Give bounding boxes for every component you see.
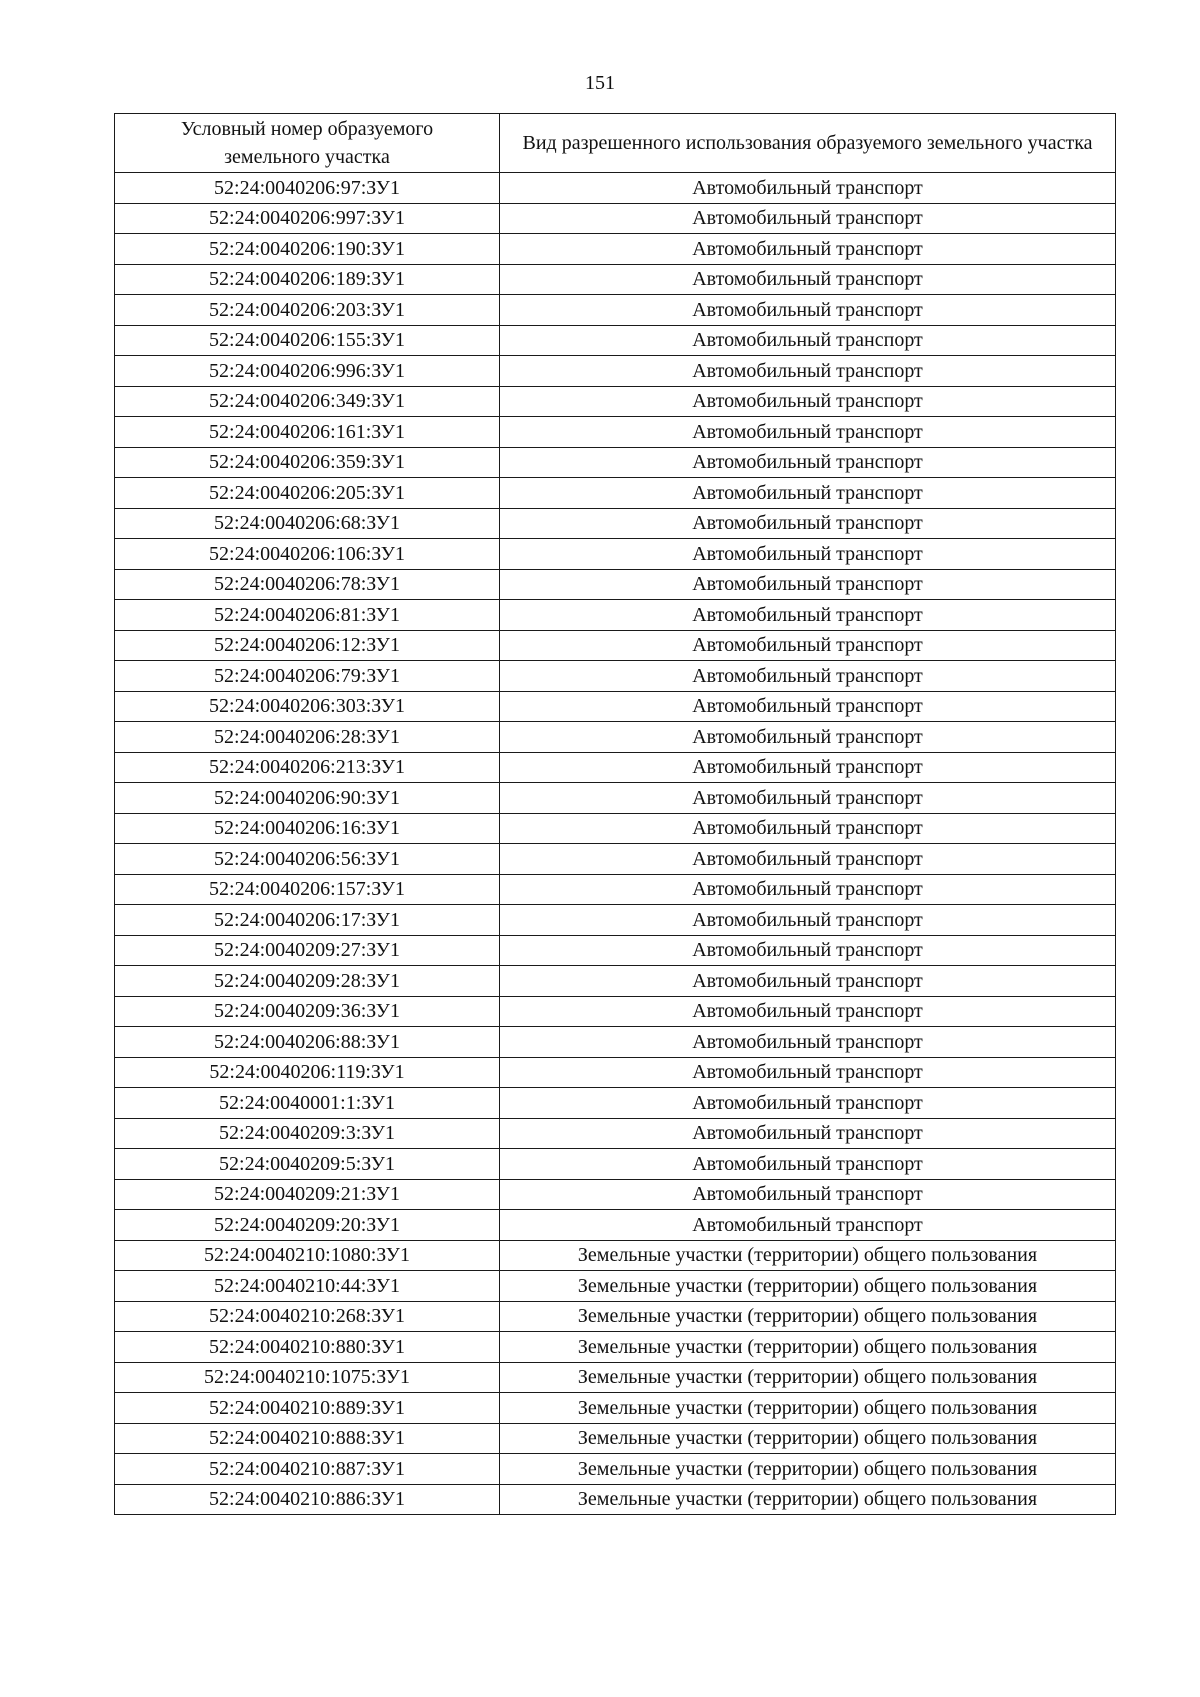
table-row	[115, 1088, 1116, 1119]
cell-plot-number: 52:24:0040209:3:ЗУ1	[115, 1118, 500, 1149]
cell-plot-number: 52:24:0040210:888:ЗУ1	[115, 1423, 500, 1454]
cell-permitted-use: Автомобильный транспорт	[500, 935, 1116, 966]
cell-permitted-use: Автомобильный транспорт	[500, 1027, 1116, 1058]
table-body	[115, 173, 1116, 1515]
cell-plot-number: 52:24:0040206:90:ЗУ1	[115, 783, 500, 814]
cell-permitted-use: Автомобильный транспорт	[500, 752, 1116, 783]
table-row	[115, 600, 1116, 631]
cell-plot-number: 52:24:0040206:155:ЗУ1	[115, 325, 500, 356]
table-row	[115, 1240, 1116, 1271]
table-row	[115, 356, 1116, 387]
cell-permitted-use: Автомобильный транспорт	[500, 905, 1116, 936]
cell-permitted-use: Автомобильный транспорт	[500, 203, 1116, 234]
cell-plot-number: 52:24:0040210:889:ЗУ1	[115, 1393, 500, 1424]
cell-permitted-use: Земельные участки (территории) общего пользования	[500, 1423, 1116, 1454]
header-permitted-use: Вид разрешенного использования образуемого земельного участка	[500, 114, 1116, 173]
table-row	[115, 325, 1116, 356]
cell-permitted-use: Автомобильный транспорт	[500, 1149, 1116, 1180]
table-row	[115, 752, 1116, 783]
table-row	[115, 996, 1116, 1027]
cell-permitted-use: Автомобильный транспорт	[500, 783, 1116, 814]
table-row	[115, 966, 1116, 997]
cell-permitted-use: Земельные участки (территории) общего пользования	[500, 1240, 1116, 1271]
cell-permitted-use: Автомобильный транспорт	[500, 295, 1116, 326]
table-row	[115, 1423, 1116, 1454]
cell-plot-number: 52:24:0040209:28:ЗУ1	[115, 966, 500, 997]
cell-plot-number: 52:24:0040209:5:ЗУ1	[115, 1149, 500, 1180]
cell-plot-number: 52:24:0040206:157:ЗУ1	[115, 874, 500, 905]
table-row	[115, 386, 1116, 417]
cell-permitted-use: Автомобильный транспорт	[500, 1210, 1116, 1241]
cell-permitted-use: Автомобильный транспорт	[500, 630, 1116, 661]
cell-permitted-use: Автомобильный транспорт	[500, 1088, 1116, 1119]
table-row	[115, 1362, 1116, 1393]
cell-plot-number: 52:24:0040206:88:ЗУ1	[115, 1027, 500, 1058]
table-row	[115, 783, 1116, 814]
header-plot-number: Условный номер образуемого земельного участка	[115, 114, 500, 173]
cell-permitted-use: Автомобильный транспорт	[500, 966, 1116, 997]
table-row	[115, 1393, 1116, 1424]
table-row	[115, 234, 1116, 265]
cell-permitted-use: Земельные участки (территории) общего пользования	[500, 1454, 1116, 1485]
table-row	[115, 1149, 1116, 1180]
cell-plot-number: 52:24:0040206:359:ЗУ1	[115, 447, 500, 478]
cell-plot-number: 52:24:0040206:106:ЗУ1	[115, 539, 500, 570]
cell-plot-number: 52:24:0040209:21:ЗУ1	[115, 1179, 500, 1210]
cell-permitted-use: Автомобильный транспорт	[500, 691, 1116, 722]
cell-plot-number: 52:24:0040210:268:ЗУ1	[115, 1301, 500, 1332]
cell-plot-number: 52:24:0040206:12:ЗУ1	[115, 630, 500, 661]
table-row	[115, 905, 1116, 936]
cell-permitted-use: Автомобильный транспорт	[500, 356, 1116, 387]
table-row	[115, 1454, 1116, 1485]
cell-plot-number: 52:24:0040206:996:ЗУ1	[115, 356, 500, 387]
cell-plot-number: 52:24:0040206:68:ЗУ1	[115, 508, 500, 539]
cell-plot-number: 52:24:0040210:887:ЗУ1	[115, 1454, 500, 1485]
cell-permitted-use: Автомобильный транспорт	[500, 813, 1116, 844]
cell-permitted-use: Автомобильный транспорт	[500, 1057, 1116, 1088]
cell-plot-number: 52:24:0040206:56:ЗУ1	[115, 844, 500, 875]
cell-permitted-use: Автомобильный транспорт	[500, 234, 1116, 265]
cell-permitted-use: Автомобильный транспорт	[500, 539, 1116, 570]
cell-permitted-use: Автомобильный транспорт	[500, 569, 1116, 600]
cell-permitted-use: Автомобильный транспорт	[500, 661, 1116, 692]
cell-plot-number: 52:24:0040206:203:ЗУ1	[115, 295, 500, 326]
cell-plot-number: 52:24:0040206:81:ЗУ1	[115, 600, 500, 631]
cell-plot-number: 52:24:0040206:97:ЗУ1	[115, 173, 500, 204]
table-row	[115, 539, 1116, 570]
cell-permitted-use: Автомобильный транспорт	[500, 508, 1116, 539]
table-row	[115, 447, 1116, 478]
cell-permitted-use: Автомобильный транспорт	[500, 478, 1116, 509]
table-row	[115, 691, 1116, 722]
cell-plot-number: 52:24:0040206:78:ЗУ1	[115, 569, 500, 600]
table-row	[115, 295, 1116, 326]
header-row	[115, 114, 1116, 173]
table-row	[115, 661, 1116, 692]
cell-plot-number: 52:24:0040206:303:ЗУ1	[115, 691, 500, 722]
cell-permitted-use: Земельные участки (территории) общего пользования	[500, 1271, 1116, 1302]
cell-permitted-use: Автомобильный транспорт	[500, 1118, 1116, 1149]
table-row	[115, 1484, 1116, 1515]
cell-plot-number: 52:24:0040206:79:ЗУ1	[115, 661, 500, 692]
cell-permitted-use: Земельные участки (территории) общего пользования	[500, 1301, 1116, 1332]
table-row	[115, 630, 1116, 661]
table-row	[115, 935, 1116, 966]
table-row	[115, 508, 1116, 539]
cell-permitted-use: Автомобильный транспорт	[500, 996, 1116, 1027]
cell-plot-number: 52:24:0040210:886:ЗУ1	[115, 1484, 500, 1515]
table-row	[115, 417, 1116, 448]
cell-plot-number: 52:24:0040206:190:ЗУ1	[115, 234, 500, 265]
cell-permitted-use: Автомобильный транспорт	[500, 417, 1116, 448]
cell-plot-number: 52:24:0040206:17:ЗУ1	[115, 905, 500, 936]
cell-plot-number: 52:24:0040209:36:ЗУ1	[115, 996, 500, 1027]
cell-plot-number: 52:24:0040209:27:ЗУ1	[115, 935, 500, 966]
table-row	[115, 1179, 1116, 1210]
cell-plot-number: 52:24:0040210:1080:ЗУ1	[115, 1240, 500, 1271]
cell-permitted-use: Автомобильный транспорт	[500, 447, 1116, 478]
cell-plot-number: 52:24:0040206:28:ЗУ1	[115, 722, 500, 753]
table-row	[115, 844, 1116, 875]
cell-permitted-use: Автомобильный транспорт	[500, 264, 1116, 295]
cell-plot-number: 52:24:0040206:213:ЗУ1	[115, 752, 500, 783]
cell-permitted-use: Автомобильный транспорт	[500, 386, 1116, 417]
table-header	[115, 114, 1116, 173]
cell-plot-number: 52:24:0040206:189:ЗУ1	[115, 264, 500, 295]
cell-permitted-use: Автомобильный транспорт	[500, 1179, 1116, 1210]
table-row	[115, 1057, 1116, 1088]
cell-permitted-use: Автомобильный транспорт	[500, 325, 1116, 356]
land-plots-table	[114, 113, 1116, 1515]
page-number: 151	[585, 72, 615, 94]
cell-permitted-use: Автомобильный транспорт	[500, 722, 1116, 753]
table-row	[115, 1027, 1116, 1058]
cell-permitted-use: Земельные участки (территории) общего пользования	[500, 1393, 1116, 1424]
cell-plot-number: 52:24:0040206:349:ЗУ1	[115, 386, 500, 417]
cell-permitted-use: Автомобильный транспорт	[500, 874, 1116, 905]
table-row	[115, 722, 1116, 753]
cell-plot-number: 52:24:0040210:44:ЗУ1	[115, 1271, 500, 1302]
cell-plot-number: 52:24:0040206:161:ЗУ1	[115, 417, 500, 448]
cell-permitted-use: Автомобильный транспорт	[500, 173, 1116, 204]
table-row	[115, 813, 1116, 844]
table-row	[115, 1118, 1116, 1149]
table-row	[115, 1301, 1116, 1332]
table-row	[115, 1210, 1116, 1241]
cell-plot-number: 52:24:0040206:997:ЗУ1	[115, 203, 500, 234]
cell-plot-number: 52:24:0040206:205:ЗУ1	[115, 478, 500, 509]
table-row	[115, 173, 1116, 204]
cell-plot-number: 52:24:0040209:20:ЗУ1	[115, 1210, 500, 1241]
table-row	[115, 874, 1116, 905]
cell-plot-number: 52:24:0040210:880:ЗУ1	[115, 1332, 500, 1363]
cell-permitted-use: Земельные участки (территории) общего пользования	[500, 1484, 1116, 1515]
cell-permitted-use: Земельные участки (территории) общего пользования	[500, 1332, 1116, 1363]
table-row	[115, 478, 1116, 509]
table-row	[115, 264, 1116, 295]
cell-plot-number: 52:24:0040210:1075:ЗУ1	[115, 1362, 500, 1393]
table-row	[115, 1332, 1116, 1363]
table-row	[115, 569, 1116, 600]
table-row	[115, 203, 1116, 234]
cell-permitted-use: Земельные участки (территории) общего пользования	[500, 1362, 1116, 1393]
cell-plot-number: 52:24:0040001:1:ЗУ1	[115, 1088, 500, 1119]
cell-permitted-use: Автомобильный транспорт	[500, 600, 1116, 631]
cell-plot-number: 52:24:0040206:119:ЗУ1	[115, 1057, 500, 1088]
table-row	[115, 1271, 1116, 1302]
cell-plot-number: 52:24:0040206:16:ЗУ1	[115, 813, 500, 844]
cell-permitted-use: Автомобильный транспорт	[500, 844, 1116, 875]
